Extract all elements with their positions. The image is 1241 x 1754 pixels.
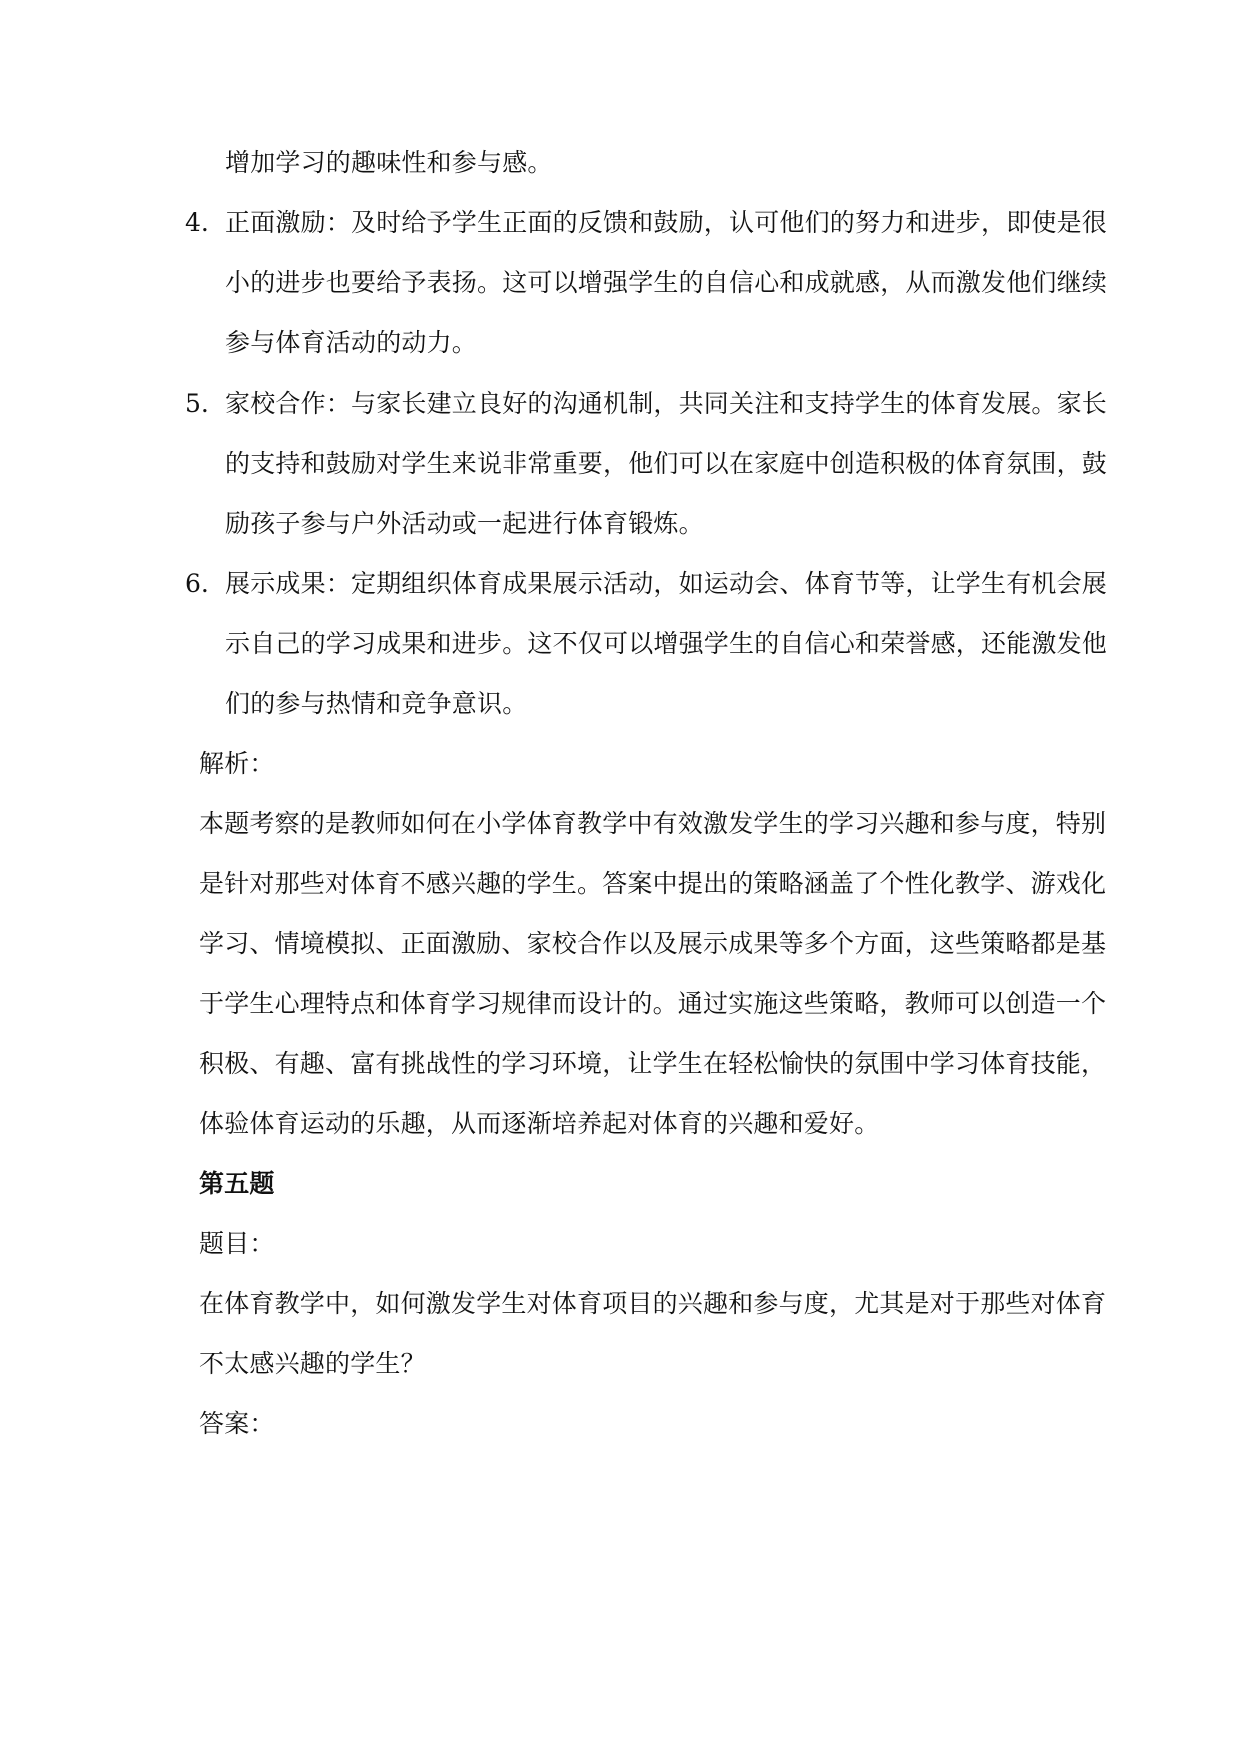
question-label: 题目： xyxy=(199,1229,275,1258)
list-number: 4. xyxy=(185,208,209,237)
list-item-line: 参与体育活动的动力。 xyxy=(225,328,478,357)
section-heading: 第五题 xyxy=(199,1169,275,1198)
list-item-line: 励孩子参与户外活动或一起进行体育锻炼。 xyxy=(225,509,704,538)
list-number: 6. xyxy=(185,569,209,598)
analysis-line: 体验体育运动的乐趣，从而逐渐培养起对体育的兴趣和爱好。 xyxy=(199,1109,880,1138)
list-item-line: 正面激励：及时给予学生正面的反馈和鼓励，认可他们的努力和进步，即使是很 xyxy=(225,208,1108,237)
analysis-line: 于学生心理特点和体育学习规律而设计的。通过实施这些策略，教师可以创造一个 xyxy=(199,989,1107,1018)
continued-item-line: 增加学习的趣味性和参与感。 xyxy=(225,148,553,177)
analysis-line: 本题考察的是教师如何在小学体育教学中有效激发学生的学习兴趣和参与度，特别 xyxy=(199,809,1107,838)
question-line: 不太感兴趣的学生？ xyxy=(199,1349,426,1378)
list-item-line: 展示成果：定期组织体育成果展示活动，如运动会、体育节等，让学生有机会展 xyxy=(225,569,1108,598)
answer-label: 答案： xyxy=(199,1409,275,1438)
question-line: 在体育教学中，如何激发学生对体育项目的兴趣和参与度，尤其是对于那些对体育 xyxy=(199,1289,1107,1318)
analysis-line: 积极、有趣、富有挑战性的学习环境，让学生在轻松愉快的氛围中学习体育技能， xyxy=(199,1049,1107,1078)
list-item-line: 们的参与热情和竞争意识。 xyxy=(225,689,528,718)
analysis-label: 解析： xyxy=(199,749,275,778)
list-number: 5. xyxy=(185,389,209,418)
analysis-line: 学习、情境模拟、正面激励、家校合作以及展示成果等多个方面，这些策略都是基 xyxy=(199,929,1107,958)
analysis-line: 是针对那些对体育不感兴趣的学生。答案中提出的策略涵盖了个性化教学、游戏化 xyxy=(199,869,1107,898)
list-item-line: 示自己的学习成果和进步。这不仅可以增强学生的自信心和荣誉感，还能激发他 xyxy=(225,629,1108,658)
list-item-line: 的支持和鼓励对学生来说非常重要，他们可以在家庭中创造积极的体育氛围，鼓 xyxy=(225,449,1108,478)
list-item-line: 小的进步也要给予表扬。这可以增强学生的自信心和成就感，从而激发他们继续 xyxy=(225,268,1108,297)
list-item-line: 家校合作：与家长建立良好的沟通机制，共同关注和支持学生的体育发展。家长 xyxy=(225,389,1108,418)
